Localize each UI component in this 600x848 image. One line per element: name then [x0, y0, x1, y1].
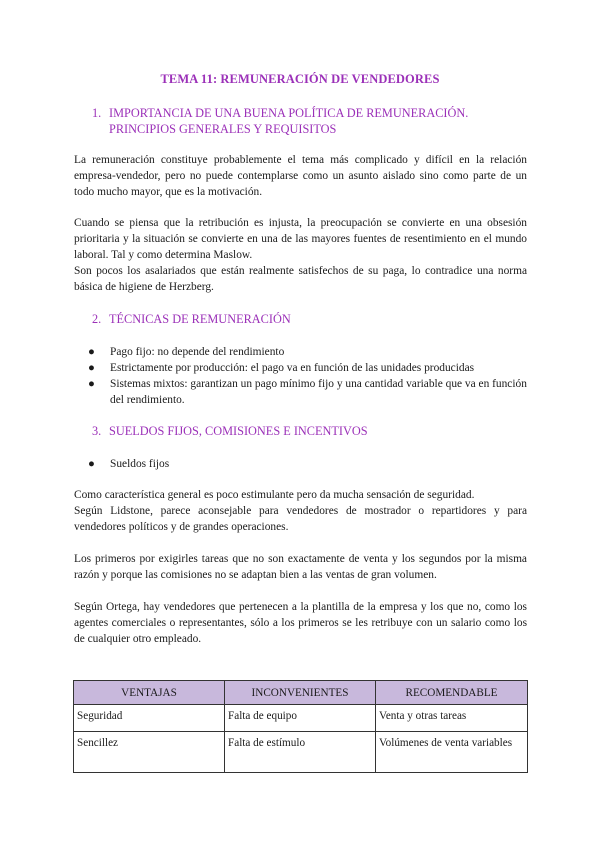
list-item: ● Estrictamente por producción: el pago va en función de las unidades producidas [88, 362, 475, 374]
paragraph-ortega: Según Ortega, hay vendedores que pertenecen a la plantilla de la empresa y los que no, como los agentes comerciales o representantes, sólo a los primeros se les retribuye con un salario como los de cualquier otro empleado. [74, 601, 527, 645]
table-cell: Falta de equipo [225, 705, 376, 732]
fixed-salary-list [88, 456, 528, 472]
bullet-icon: ● [88, 458, 95, 470]
paragraph-lidstone: Según Lidstone, parece aconsejable para vendedores de mostrador o repartidores y para vendedores políticos y de grandes operaciones. [74, 505, 527, 533]
paragraph-herzberg: Son pocos los asalariados que están realmente satisfechos de su paga, lo contradice una norma básica de higiene de Herzberg. [74, 265, 527, 293]
table-cell: Volúmenes de venta variables [376, 732, 528, 773]
section-1-title-line-2: PRINCIPIOS GENERALES Y REQUISITOS [109, 122, 337, 136]
table-header-recomendable: RECOMENDABLE [376, 681, 528, 705]
list-item: ● Pago fijo: no depende del rendimiento [88, 346, 285, 358]
paragraph-reasons: Los primeros por exigirles tareas que no son exactamente de venta y los segundos por la misma razón y porque las comisiones no se adaptan bien a las ventas de gran volumen. [74, 553, 527, 581]
comparison-table [73, 680, 528, 773]
bullet-icon: ● [88, 346, 95, 358]
paragraph-general-feature: Como característica general es poco estimulante pero da mucha sensación de seguridad. [74, 489, 475, 501]
table-header-ventajas: VENTAJAS [74, 681, 225, 705]
table-header-row [74, 681, 528, 705]
document-title: TEMA 11: REMUNERACIÓN DE VENDEDORES [160, 72, 440, 86]
paragraph-maslow: Cuando se piensa que la retribución es injusta, la preocupación se convierte en una obsesión prioritaria y la situación se convierte en una de las mayores fuentes de resentimiento en el mundo laboral. Tal y como determina Maslow. [74, 217, 527, 261]
table-header-inconvenientes: INCONVENIENTES [225, 681, 376, 705]
bullet-icon: ● [88, 362, 95, 374]
table-cell: Sencillez [74, 732, 225, 773]
table-cell: Venta y otras tareas [376, 705, 528, 732]
section-2-number: 2. [92, 312, 102, 326]
table-row [74, 732, 528, 773]
section-3-number: 3. [92, 424, 102, 438]
remuneration-techniques-list [88, 344, 528, 408]
paragraph-remuneration-intro: La remuneración constituye probablemente el tema más complicado y difícil en la relación empresa-vendedor, pero no puede contemplarse como un asunto aislado sino como parte de un todo mucho mayor, que es la motivación. [74, 154, 527, 198]
section-1-number: 1. [92, 106, 102, 120]
bullet-icon: ● [88, 378, 95, 390]
table-cell: Falta de estímulo [225, 732, 376, 773]
list-item: ● Sueldos fijos [88, 458, 170, 470]
table-cell: Seguridad [74, 705, 225, 732]
section-3-title: SUELDOS FIJOS, COMISIONES E INCENTIVOS [109, 424, 368, 438]
section-1-title-line-1: IMPORTANCIA DE UNA BUENA POLÍTICA DE REMUNERACIÓN. [109, 106, 469, 120]
list-item: ● Sistemas mixtos: garantizan un pago mínimo fijo y una cantidad variable que va en función del rendimiento. [88, 378, 527, 406]
section-2-title: TÉCNICAS DE REMUNERACIÓN [109, 312, 291, 326]
table-row [74, 705, 528, 732]
